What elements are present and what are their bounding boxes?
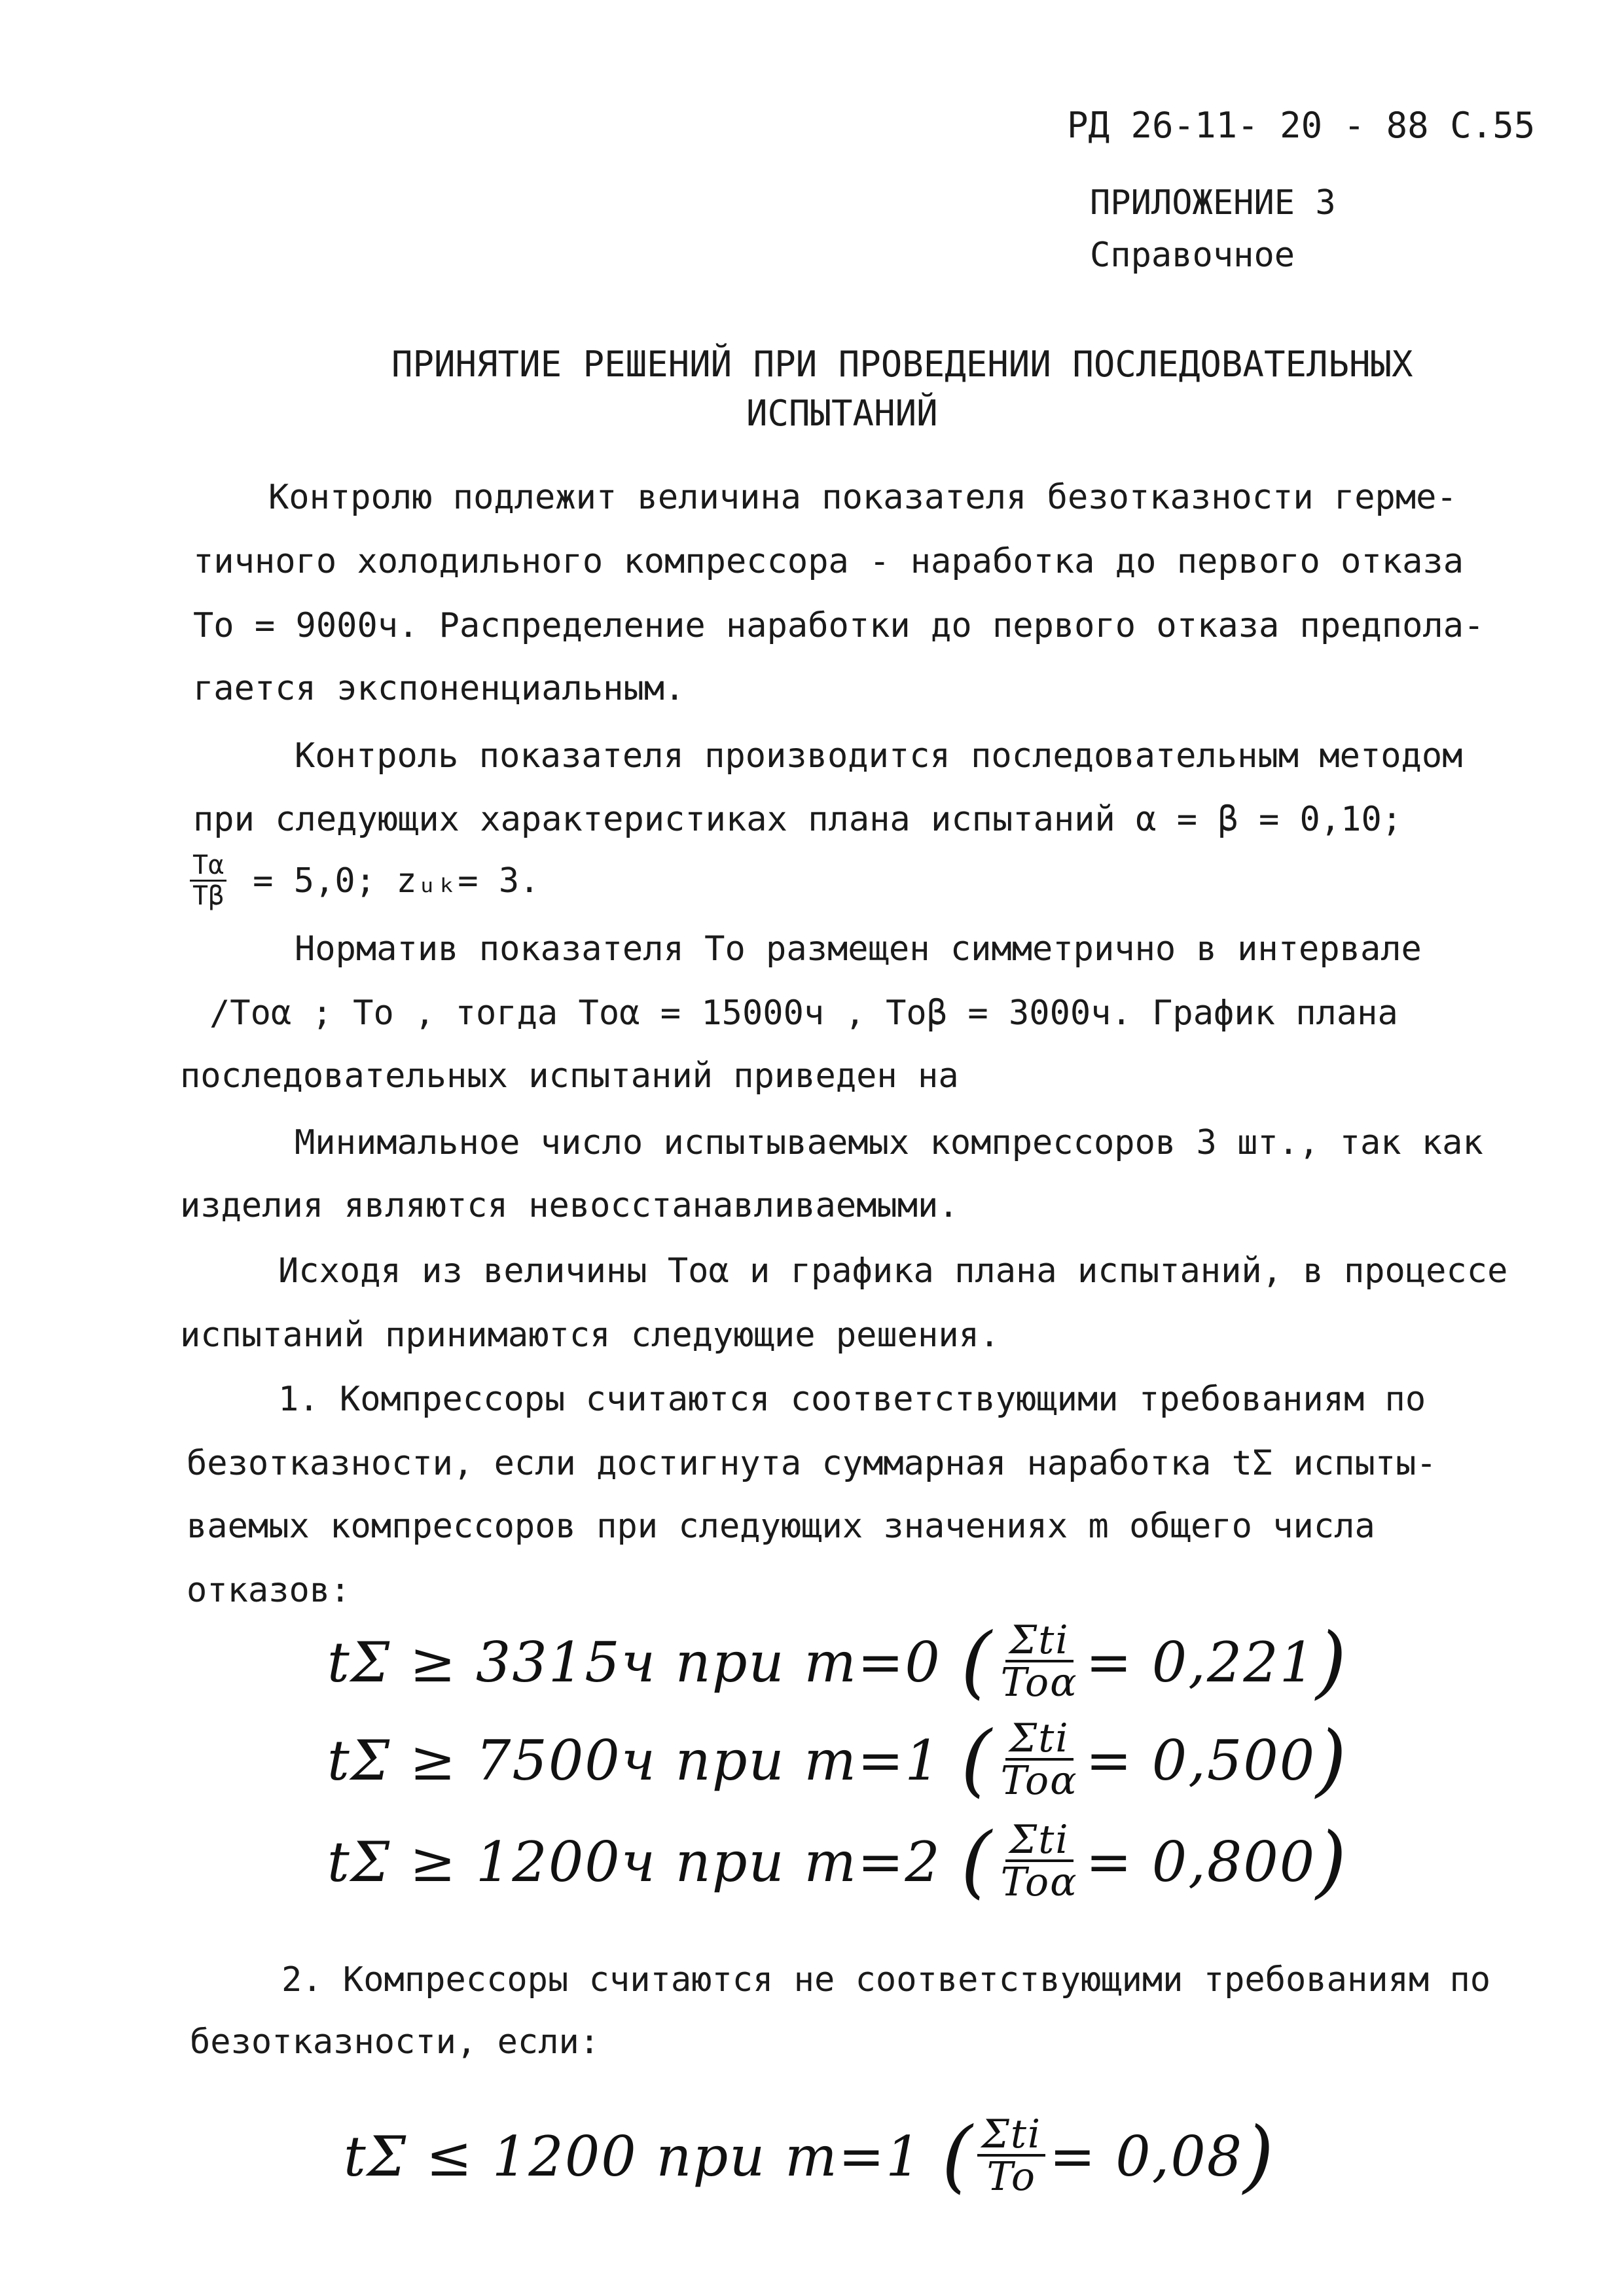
close-paren: ) <box>1243 2111 1276 2202</box>
appendix-type: Справочное <box>1090 236 1295 275</box>
ratio-line <box>190 851 539 910</box>
paragraph-line: безотказности, если: <box>190 2022 600 2062</box>
formula-rhs: = 0,221 <box>1085 1630 1316 1695</box>
open-paren: ( <box>960 1617 993 1708</box>
section-title-line1: ПРИНЯТИЕ РЕШЕНИЙ ПРИ ПРОВЕДЕНИИ ПОСЛЕДОВАТЕЛЬНЫХ <box>391 344 1413 385</box>
fraction-numerator: Σti <box>1005 1719 1074 1761</box>
paragraph-line: Контролю подлежит величина показателя безотказности герме- <box>268 478 1457 517</box>
paragraph-line: безотказности, если достигнута суммарная наработка tΣ испыты- <box>187 1444 1437 1483</box>
paragraph-line: тичного холодильного компрессора - наработка до первого отказа <box>193 542 1464 581</box>
formula-rhs: = 0,500 <box>1085 1728 1316 1793</box>
ratio-denominator: Tβ <box>192 881 225 911</box>
formula-fraction <box>977 2111 1045 2200</box>
paragraph-line: ваемых компрессоров при следующих значениях m общего числа <box>187 1507 1375 1546</box>
close-paren: ) <box>1316 1715 1348 1806</box>
formula-rhs: = 0,08 <box>1049 2124 1244 2189</box>
fraction-numerator: Σti <box>1005 1820 1074 1862</box>
formula-fraction <box>997 1715 1082 1804</box>
paragraph-line: последовательных испытаний приведен на <box>180 1056 959 1096</box>
paragraph-line: при следующих характеристиках плана испытаний α = β = 0,10; <box>193 800 1403 839</box>
paragraph-line: 2. Компрессоры считаются не соответствующими требованиям по <box>281 1960 1491 2000</box>
ratio-values: = 5,0; zᵤₖ= 3. <box>253 861 540 901</box>
document-reference: РД 26-11- 20 - 88 С.55 <box>1067 105 1536 146</box>
accept-formula-1 <box>327 1617 1348 1708</box>
formula-rhs: = 0,800 <box>1085 1829 1316 1894</box>
open-paren: ( <box>960 1715 993 1806</box>
accept-formula-2 <box>327 1715 1348 1806</box>
reject-formula <box>344 2111 1275 2202</box>
paragraph-line: гается экспоненциальным. <box>193 669 685 708</box>
fraction-numerator: Σti <box>1005 1621 1074 1662</box>
fraction-denominator: Toα <box>1000 1859 1078 1905</box>
fraction-numerator: Σti <box>977 2115 1045 2157</box>
paragraph-line: /Тоα ; То , тогда Тоα = 15000ч , Тоβ = 3000ч. График плана <box>209 994 1398 1033</box>
open-paren: ( <box>941 2111 974 2202</box>
paragraph-line: изделия являются невосстанавливаемыми. <box>180 1186 959 1225</box>
formula-lhs: tΣ ≥ 1200ч при m=2 <box>327 1829 941 1894</box>
paragraph-line: Исходя из величины Тоα и графика плана испытаний, в процессе <box>278 1251 1508 1291</box>
fraction-denominator: Toα <box>1000 1758 1078 1804</box>
paragraph-line: 1. Компрессоры считаются соответствующими требованиям по <box>278 1380 1426 1419</box>
paragraph-line: То = 9000ч. Распределение наработки до первого отказа предпола- <box>193 606 1485 645</box>
formula-lhs: tΣ ≥ 3315ч при m=0 <box>327 1630 941 1695</box>
close-paren: ) <box>1316 1617 1348 1708</box>
formula-fraction <box>997 1617 1082 1706</box>
close-paren: ) <box>1316 1816 1348 1907</box>
formula-lhs: tΣ ≤ 1200 при m=1 <box>344 2124 922 2189</box>
fraction-denominator: Toα <box>1000 1660 1078 1706</box>
fraction-denominator: To <box>986 2154 1036 2200</box>
ratio-numerator: Tα <box>190 851 226 882</box>
formula-fraction <box>997 1817 1082 1905</box>
paragraph-line: Контроль показателя производится последовательным методом <box>295 736 1463 776</box>
formula-lhs: tΣ ≥ 7500ч при m=1 <box>327 1728 941 1793</box>
paragraph-line: испытаний принимаются следующие решения. <box>180 1316 1000 1355</box>
paragraph-line: Норматив показателя То размещен симметрично в интервале <box>295 929 1422 969</box>
paragraph-line: Минимальное число испытываемых компрессоров 3 шт., так как <box>295 1123 1483 1162</box>
section-title-line2: ИСПЫТАНИЙ <box>746 393 938 434</box>
accept-formula-3 <box>327 1816 1348 1907</box>
paragraph-line: отказов: <box>187 1571 351 1610</box>
open-paren: ( <box>960 1816 993 1907</box>
appendix-label: ПРИЛОЖЕНИЕ 3 <box>1090 183 1336 223</box>
ratio-fraction <box>190 851 226 910</box>
